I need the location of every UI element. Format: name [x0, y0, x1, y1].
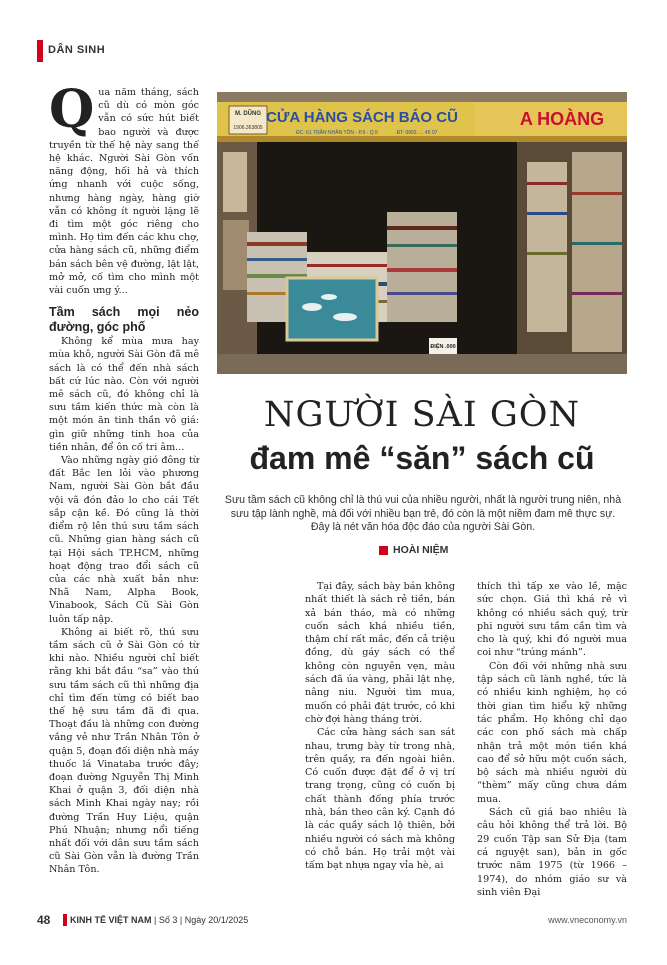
- sign-phone: 1906.363805: [233, 125, 263, 131]
- body-paragraph: Không kể mùa mưa hay mùa khô, người Sài Gòn đã mê sách là có thể đến nhà sách bất cứ lúc nào. Còn với người mê sách cũ, đó không chỉ là sưu tầm kiến thức mà còn là một món ăn tinh thần vô giá: gìn giữ những tinh hoa của tiền nhân, để ôn cố tri âm...: [49, 336, 199, 453]
- subheading: Tầm sách mọi nẻo đường, góc phố: [49, 305, 199, 335]
- sign-owner: M. DŨNG: [235, 111, 261, 117]
- headline-line-2: đam mê “săn” sách cũ: [249, 440, 595, 476]
- body-paragraph: Các cửa hàng sách san sát nhau, trưng bày từ trong nhà, trên quầy, ra đến ngoài hiên. Có cuốn được đặt để ở vị trí trang trọng, cũng có cuốn bị chất thành đống phía trước nhà, bán theo cân ký. Cạnh đó là các quầy sách lộ thiên, bởi nhiều người có sách mà không có chỗ bán. Họ trải một vài tấm bạt nhựa ngay vỉa hè, ai: [305, 727, 455, 872]
- section-label: DÂN SINH: [48, 44, 106, 56]
- deck-summary: Sưu tầm sách cũ không chỉ là thú vui của nhiều người, nhất là người trung niên, nhà sưu tập lành nghề, mà đối với nhiều bạn trẻ, đó còn là một niềm đam mê thực sự. Đây là nét văn hóa độc đáo của người Sài Gòn.: [224, 494, 622, 533]
- body-paragraph: Tại đây, sách bày bán không nhất thiết là sách rẻ tiền, bán xả bán tháo, mà có những cuốn sách khá nhiều tiền, thậm chí rất mắc, đến cả triệu đồng, dù gáy sách có thể không còn nguyên vẹn, màu sách đã úa vàng, phải lật nhẹ, nâng niu. Người tìm mua, muốn có phải đặt trước, có khi chờ đợi hàng tháng trời.: [305, 581, 455, 725]
- footer-publication: [70, 915, 248, 925]
- body-paragraph: Không ai biết rõ, thú sưu tầm sách cũ ở Sài Gòn có từ khi nào. Nhiều người chỉ biết rằng khi bắt đầu “sa” vào thú sưu tầm sách cũ thì những địa chỉ tìm đến từng có biết bao thế hệ sưu tầm đã đi qua. Thoạt đầu là những con đường vắng vẻ như Trần Nhân Tôn ở quận 5, đoạn đối diện nhà máy thuốc lá Vinataba trước đây; đoạn đường Nguyễn Thị Minh Khai ở quận 3, đối diện nhà sách Minh Khai ngày nay; rồi đường Trần Huy Liệu, quận Phú Nhuận; nhưng nổi tiếng nhất đối với dân sưu tầm sách cũ Sài Gòn vẫn là đường Trần Nhân Tôn.: [49, 626, 199, 876]
- price-card: ĐIỆN .000: [430, 344, 456, 350]
- body-paragraph: Sách cũ giá bao nhiêu là câu hỏi không thể trả lời. Bộ 29 cuốn Tập san Sử Địa (tam cá nguyệt san), bản in gốc trước năm 1975 (từ 1966 – 1974), do nhóm giáo sư và sinh viên Đại: [477, 807, 627, 898]
- sign-address: ĐC: 61 TRẦN NHÂN TÔN - P.9 - Q.5: [296, 130, 378, 136]
- issue-date: Ngày 20/1/2025: [184, 915, 249, 925]
- footer-url: www.vneconomy.vn: [548, 915, 627, 925]
- intro-paragraph: ua năm tháng, sách cũ dù có mòn góc vẫn có sức hút biết bao người và được truyền từ thế hệ này sang thế hệ khác. Người Sài Gòn vốn năng động, hối hả và thích ứng nhanh với cuộc sống, nhưng hàng ngày, hàng giờ vẫn có không ít người lặng lẽ đi tìm một góc riêng cho mình. Họ tìm đến các khu chợ, cửa hàng sách cũ, những điểm bán sách bên vệ đường, lật lật, mở mở, cố tìm cho mình một vài cuốn ưng ý...: [49, 87, 199, 297]
- body-column-2: [305, 580, 455, 873]
- sign-phone-2: ĐT: 0903 .... 45 07: [396, 130, 438, 136]
- author-name: HOÀI NIỆM: [393, 544, 449, 556]
- byline: [379, 544, 448, 556]
- issue-number: | Số 3 |: [154, 915, 183, 925]
- dropcap: Q: [49, 79, 95, 140]
- section-marker: [37, 40, 43, 62]
- headline-line-1: NGƯỜI SÀI GÒN: [263, 395, 581, 435]
- body-paragraph: Còn đối với những nhà sưu tập sách cũ lành nghề, tức là có nhiều kinh nghiệm, họ có thời gian tìm hiểu kỹ những tác phẩm. Họ không chỉ dạo các con phố sách mà chấp nhận trả một món tiền khá cao để sở hữu một cuốn sách, bộ sách mà nhiều người dù “thèm” mấy cũng chưa dám mua.: [477, 660, 627, 805]
- sign-name: A HOÀNG: [519, 109, 605, 129]
- page-number: 48: [37, 913, 51, 927]
- sign-main: CỬA HÀNG SÁCH BÁO CŨ: [266, 109, 458, 126]
- magazine-name: KINH TẾ VIỆT NAM: [70, 915, 152, 925]
- byline-marker: [379, 546, 388, 555]
- body-paragraph: thích thì tấp xe vào lề, mặc sức chọn. Giá thì khá rẻ vì không có nhiều sách quý, trừ phi người sưu tầm cần tìm và cho là quý, khi đó người mua coi như “trúng mánh”.: [477, 581, 627, 659]
- footer-marker: [63, 914, 67, 926]
- body-paragraph: Vào những ngày gió đông từ đất Bắc len lỏi vào phương Nam, người Sài Gòn bắt đầu vội vã đón đảo lo cho cái Tết sắp cận kề. Đó cũng là thời điểm rộ lên thú sưu tầm sách cũ. Những gian hàng sách cũ tại Hội sách TP.HCM, những hoạt động trao đổi sách cũ của các nhà xuất bản như: Nhã Nam, Alpha Book, Vinabook, Sách Cũ Sài Gòn luôn tấp nập.: [49, 455, 199, 625]
- body-column-3: [477, 580, 627, 899]
- bookstore-photo: [217, 92, 627, 374]
- left-column: [49, 79, 199, 877]
